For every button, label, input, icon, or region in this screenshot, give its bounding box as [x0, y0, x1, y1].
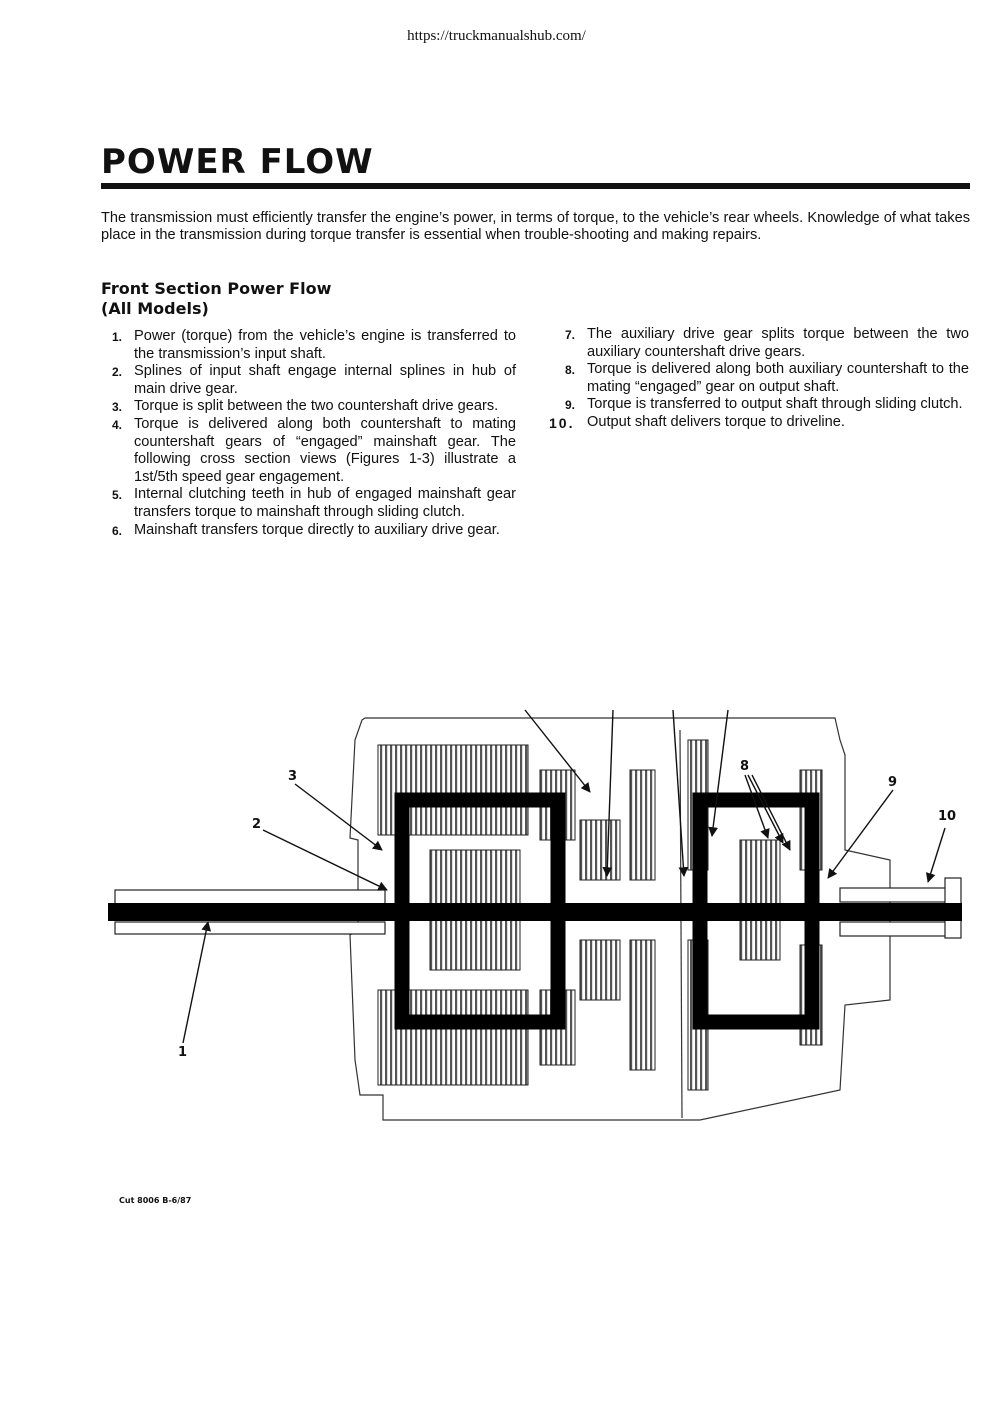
- step-text: Internal clutching teeth in hub of engaged mainshaft gear transfers torque to mainshaft through sliding clutch.: [134, 486, 516, 520]
- callout-9: 9: [888, 775, 898, 790]
- section-heading-line2: (All Models): [101, 299, 209, 318]
- step-text: Torque is transferred to output shaft through sliding clutch.: [587, 396, 963, 413]
- figure-caption: Cut 8006 B-6/87: [119, 1196, 192, 1205]
- step-text: The auxiliary drive gear splits torque between the two auxiliary countershaft drive gears.: [587, 326, 969, 360]
- transmission-cross-section-diagram: [100, 700, 970, 1130]
- callout-2: 2: [252, 817, 262, 832]
- list-item: [102, 328, 516, 363]
- step-number: 1.: [112, 330, 123, 344]
- list-item: [102, 363, 516, 398]
- list-item: [555, 361, 969, 396]
- step-number: 10.: [549, 414, 575, 431]
- steps-list-right: [549, 326, 969, 432]
- step-number: 4.: [112, 417, 123, 432]
- step-text: Torque is split between the two countershaft drive gears.: [134, 398, 499, 415]
- step-text: Torque is delivered along both countershaft to mating countershaft gears of “engaged” mainshaft gear. The following cross section views (Figures 1-3) illustrate a 1st/5th speed gear engagement.: [134, 415, 516, 485]
- section-heading-line1: Front Section Power Flow: [101, 279, 332, 298]
- step-number: 9.: [565, 398, 576, 413]
- step-number: 6.: [112, 523, 123, 538]
- step-number: 7.: [565, 328, 576, 342]
- step-number: 8.: [565, 363, 576, 378]
- list-item: [549, 413, 969, 432]
- callout-1: 1: [178, 1045, 188, 1060]
- list-item: [102, 416, 516, 486]
- step-number: 3.: [112, 400, 123, 415]
- list-item: [102, 398, 516, 416]
- callout-8: 8: [740, 759, 750, 774]
- callout-3: 3: [288, 769, 298, 784]
- step-text: Splines of input shaft engage internal splines in hub of main drive gear.: [134, 363, 516, 397]
- step-text: Mainshaft transfers torque directly to auxiliary drive gear.: [134, 521, 500, 538]
- list-item: [555, 396, 969, 414]
- step-text: Output shaft delivers torque to driveline.: [587, 413, 845, 430]
- title-rule: [101, 183, 970, 189]
- page-title: POWER FLOW: [101, 142, 374, 182]
- step-number: 2.: [112, 365, 123, 380]
- section-heading: [101, 279, 331, 319]
- step-text: Power (torque) from the vehicle’s engine is transferred to the transmission’s input shaft.: [134, 328, 516, 362]
- intro-paragraph: The transmission must efficiently transfer the engine’s power, in terms of torque, to the vehicle’s rear wheels. Knowledge of what takes place in the transmission during torque transfer is essential when trouble-shooting and making repairs.: [101, 210, 970, 243]
- step-text: Torque is delivered along both auxiliary countershaft to the mating “engaged” gear on output shaft.: [587, 361, 969, 395]
- list-item: [555, 326, 969, 361]
- source-url[interactable]: https://truckmanualshub.com/: [407, 28, 586, 44]
- step-number: 5.: [112, 488, 123, 503]
- callout-10: 10: [938, 809, 957, 824]
- steps-list-left: [102, 328, 516, 539]
- power-flow-path: [108, 800, 962, 1022]
- list-item: [102, 486, 516, 521]
- list-item: [102, 522, 516, 540]
